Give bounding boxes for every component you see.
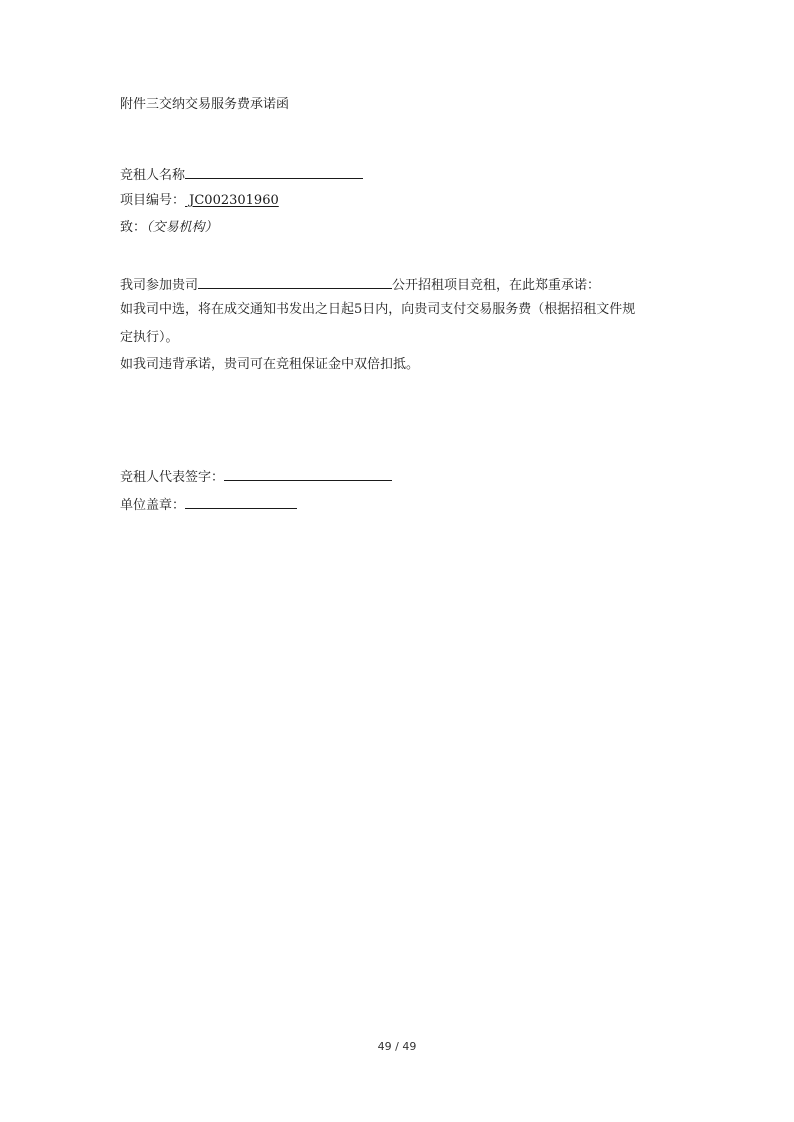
representative-signature-blank	[224, 466, 392, 481]
bidder-name-label: 竞租人名称	[120, 168, 186, 183]
project-number-value: JC002301960	[185, 193, 279, 208]
addressee-label: 致：	[120, 220, 147, 235]
representative-signature-label: 竞租人代表签字：	[120, 470, 225, 485]
paragraph-2: 如我司违背承诺，贵司可在竞租保证金中双倍扣抵。	[120, 357, 420, 372]
unit-seal-blank	[185, 494, 297, 509]
bidder-name-row	[120, 164, 363, 185]
unit-seal-row	[120, 494, 297, 515]
paragraph-1-line-1: 如我司中选，将在成交通知书发出之日起5日内，向贵司支付交易服务费（根据招租文件规	[120, 302, 636, 317]
document-title: 附件三交纳交易服务费承诺函	[120, 97, 290, 112]
commitment-row	[120, 274, 600, 295]
commitment-prefix: 我司参加贵司	[120, 278, 199, 293]
addressee-value: （交易机构）	[146, 220, 218, 235]
paragraph-1-line-2: 定执行）。	[120, 330, 179, 345]
addressee-row	[120, 219, 218, 237]
project-number-row	[120, 192, 279, 210]
commitment-suffix: 公开招租项目竞租，在此郑重承诺：	[392, 278, 601, 293]
project-number-label: 项目编号：	[120, 193, 186, 208]
representative-signature-row	[120, 466, 392, 487]
unit-seal-label: 单位盖章：	[120, 498, 186, 513]
company-name-blank	[198, 274, 392, 289]
page-number: 49 / 49	[377, 1040, 417, 1053]
bidder-name-blank	[185, 164, 363, 179]
